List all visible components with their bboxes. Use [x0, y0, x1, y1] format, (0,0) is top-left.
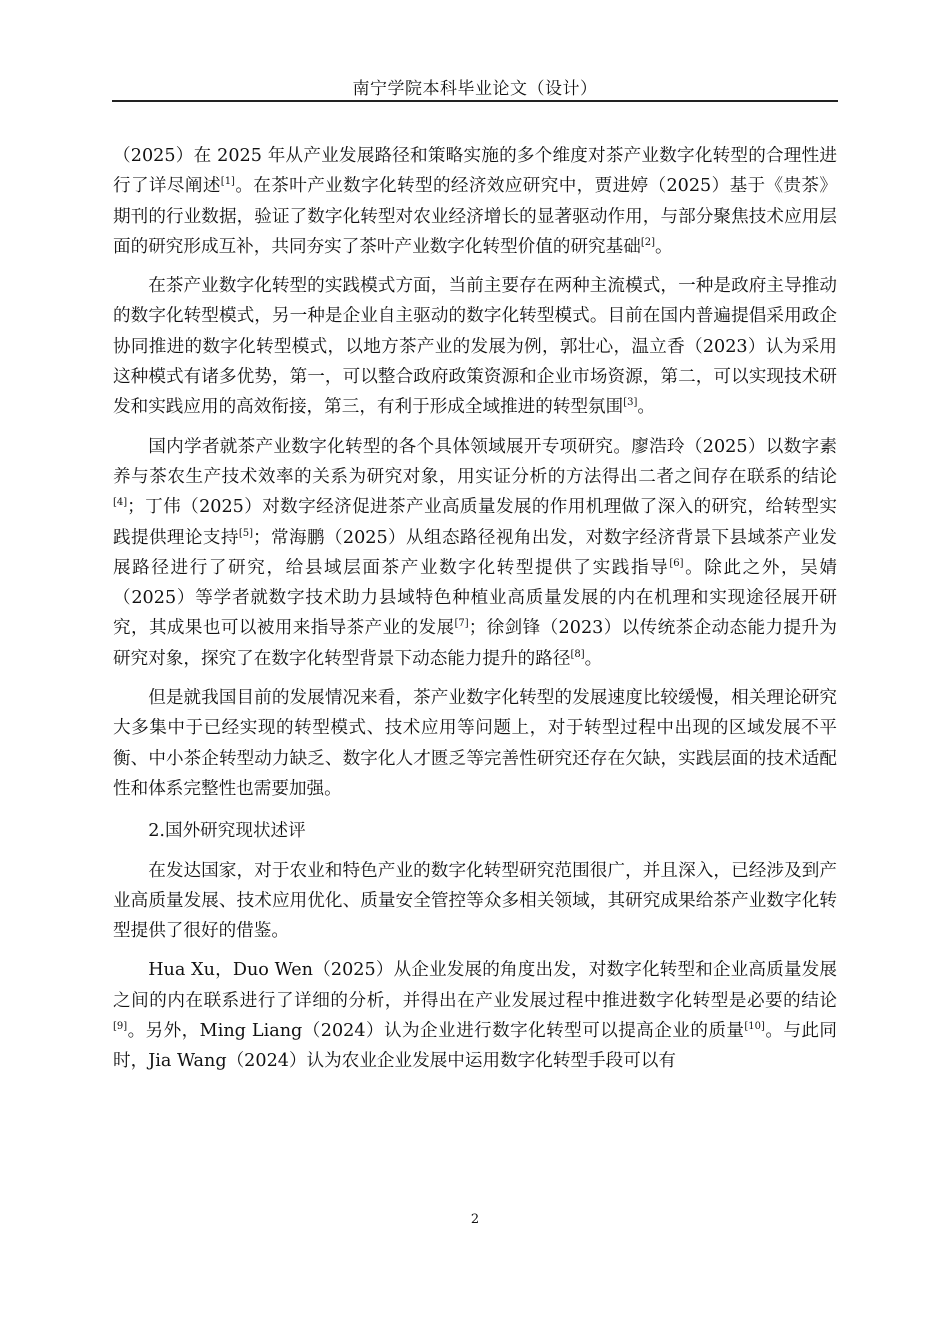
- text-run: 在茶产业数字化转型的实践模式方面，当前主要存在两种主流模式，一种是政府主导推动的数字化转型模式，另一种是企业自主驱动的数字化转型模式。目前在国内普遍提倡采用政企协同推进的数字化转型模式，以地方茶产业的发展为例，郭壮心，温立香（2023）认为采用这种模式有诸多优势，第一，可以整合政府政策资源和企业市场资源，第二，可以实现技术研发和实践应用的高效衔接，第三，有利于形成全域推进的转型氛围: [113, 276, 837, 418]
- paragraph-3: [113, 432, 837, 674]
- paragraph-2: [113, 271, 837, 422]
- citation-ref-7: [7]: [454, 618, 469, 630]
- section-heading: 2.国外研究现状述评: [148, 821, 306, 842]
- text-run: 。在茶叶产业数字化转型的经济效应研究中，贾进婷（2025）基于《贵茶》期刊的行业数据，验证了数字化转型对农业经济增长的显著驱动作用，与部分聚焦技术应用层面的研究形成互补，共同夯实了茶叶产业数字化转型价值的研究基础: [113, 176, 837, 257]
- paragraph-5: [113, 856, 837, 947]
- text-run: 。: [637, 397, 656, 418]
- text-run: ；常海鹏（2025）从组态路径视角出发，对数字经济背景下县域茶产业发展路径进行了研究，给县域层面茶产业数字化转型提供了实践指导: [113, 527, 837, 578]
- text-run: （2025）在 2025 年从产业发展路径和策略实施的多个维度对茶产业数字化转型的合理性进行了详尽阐述: [113, 146, 837, 197]
- text-run: 在发达国家，对于农业和特色产业的数字化转型研究范围很广，并且深入，已经涉及到产业高质量发展、技术应用优化、质量安全管控等众多相关领域，其研究成果给茶产业数字化转型提供了很好的借鉴。: [113, 860, 837, 942]
- text-run: 国内学者就茶产业数字化转型的各个具体领域展开专项研究。廖浩玲（2025）以数字素养与茶农生产技术效率的关系为研究对象，用实证分析的方法得出二者之间存在联系的结论: [113, 436, 837, 487]
- citation-ref-10: [10]: [744, 1021, 765, 1033]
- text-run: 。: [584, 648, 603, 669]
- page-header-title: 南宁学院本科毕业论文（设计）: [352, 79, 598, 99]
- citation-ref-9: [9]: [113, 1021, 128, 1033]
- text-run: 。除此之外，吴婧（2025）等学者就数字技术助力县域特色种植业高质量发展的内在机理和实现途径展开研究，其成果也可以被用来指导茶产业的发展: [113, 557, 837, 639]
- citation-ref-4: [4]: [113, 497, 128, 509]
- paragraph-1: [113, 141, 837, 262]
- text-run: 。另外，Ming Liang（2024）认为企业进行数字化转型可以提高企业的质量: [127, 1021, 745, 1042]
- header-divider: [112, 100, 838, 102]
- text-run: Hua Xu，Duo Wen（2025）从企业发展的角度出发，对数字化转型和企业高质量发展之间的内在联系进行了详细的分析，并得出在产业发展过程中推进数字化转型是必要的结论: [113, 960, 837, 1011]
- paragraph-4: [113, 683, 837, 804]
- citation-ref-3: [3]: [623, 397, 638, 409]
- text-run: ；徐剑锋（2023）以传统茶企动态能力提升为研究对象，探究了在数字化转型背景下动态能力提升的路径: [113, 618, 837, 669]
- paragraph-6: [113, 955, 837, 1076]
- text-run: 。: [655, 236, 673, 257]
- body-text: [113, 141, 837, 1077]
- text-run: 但是就我国目前的发展情况来看，茶产业数字化转型的发展速度比较缓慢，相关理论研究大多集中于已经实现的转型模式、技术应用等问题上，对于转型过程中出现的区域发展不平衡、中小茶企转型动力缺乏、数字化人才匮乏等完善性研究还存在欠缺，实践层面的技术适配性和体系完整性也需要加强。: [113, 688, 837, 799]
- citation-ref-5: [5]: [238, 527, 253, 539]
- page-number: 2: [470, 1212, 480, 1227]
- text-run: 。与此同时，Jia Wang（2024）认为农业企业发展中运用数字化转型手段可以有: [113, 1021, 837, 1072]
- citation-ref-1: [1]: [220, 176, 235, 188]
- citation-ref-8: [8]: [570, 648, 585, 660]
- citation-ref-2: [2]: [640, 236, 655, 248]
- citation-ref-6: [6]: [669, 557, 684, 569]
- text-run: ；丁伟（2025）对数字经济促进茶产业高质量发展的作用机理做了深入的研究，给转型实践提供理论支持: [113, 497, 837, 548]
